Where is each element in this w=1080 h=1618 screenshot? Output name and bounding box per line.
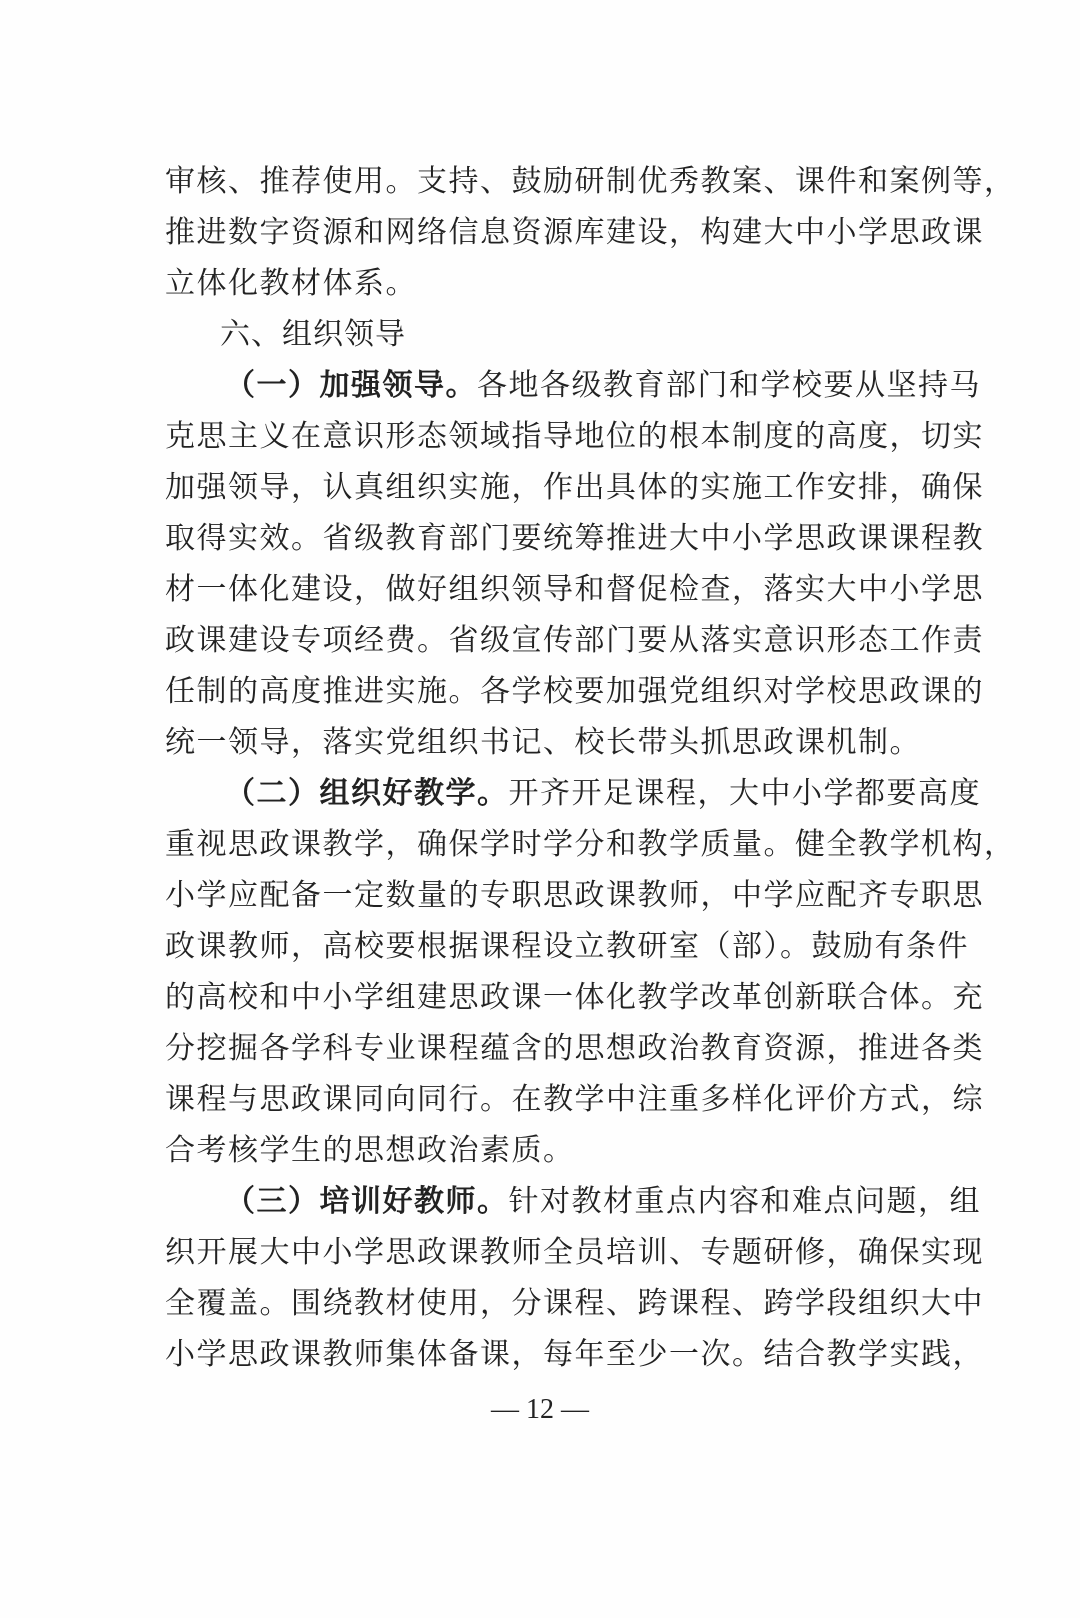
document-body	[165, 156, 1016, 1380]
section-title: （三）培训好教师。	[225, 1184, 509, 1219]
body-line: 审核、推荐使用。支持、鼓励研制优秀教案、课件和案例等，	[165, 164, 1016, 199]
body-line: 克思主义在意识形态领域指导地位的根本制度的高度，切实	[165, 419, 984, 454]
body-line: 的高校和中小学组建思政课一体化教学改革创新联合体。充	[165, 980, 984, 1015]
body-line: 合考核学生的思想政治素质。	[165, 1133, 575, 1168]
section-text: 针对教材重点内容和难点问题，组	[508, 1184, 981, 1219]
body-line: 政课教师，高校要根据课程设立教研室（部）。鼓励有条件	[165, 929, 969, 964]
section-title: （二）组织好教学。	[225, 776, 509, 811]
body-line: 分挖掘各学科专业课程蕴含的思想政治教育资源，推进各类	[165, 1031, 984, 1066]
page-number: — 12 —	[491, 1394, 589, 1425]
section-heading: 六、组织领导	[220, 317, 406, 352]
body-line: 全覆盖。围绕教材使用，分课程、跨课程、跨学段组织大中	[165, 1286, 984, 1321]
body-line: 统一领导，落实党组织书记、校长带头抓思政课机制。	[165, 725, 921, 760]
body-line: 推进数字资源和网络信息资源库建设，构建大中小学思政课	[165, 215, 984, 250]
body-line: 政课建设专项经费。省级宣传部门要从落实意识形态工作责	[165, 623, 984, 658]
body-line: 小学应配备一定数量的专职思政课教师，中学应配齐专职思	[165, 878, 984, 913]
body-line: 材一体化建设，做好组织领导和督促检查，落实大中小学思	[165, 572, 984, 607]
body-line: 织开展大中小学思政课教师全员培训、专题研修，确保实现	[165, 1235, 984, 1270]
body-line: 取得实效。省级教育部门要统筹推进大中小学思政课课程教	[165, 521, 984, 556]
section-first-line	[165, 360, 981, 411]
body-line: 任制的高度推进实施。各学校要加强党组织对学校思政课的	[165, 674, 984, 709]
section-first-line	[165, 768, 981, 819]
body-line: 加强领导，认真组织实施，作出具体的实施工作安排，确保	[165, 470, 984, 505]
body-line: 立体化教材体系。	[165, 266, 417, 301]
section-title: （一）加强领导。	[225, 368, 477, 403]
section-text: 各地各级教育部门和学校要从坚持马	[477, 368, 981, 403]
section-text: 开齐开足课程，大中小学都要高度	[508, 776, 981, 811]
section-first-line	[165, 1176, 981, 1227]
body-line: 小学思政课教师集体备课，每年至少一次。结合教学实践，	[165, 1337, 984, 1372]
body-line: 重视思政课教学，确保学时学分和教学质量。健全教学机构，	[165, 827, 1016, 862]
body-line: 课程与思政课同向同行。在教学中注重多样化评价方式，综	[165, 1082, 984, 1117]
